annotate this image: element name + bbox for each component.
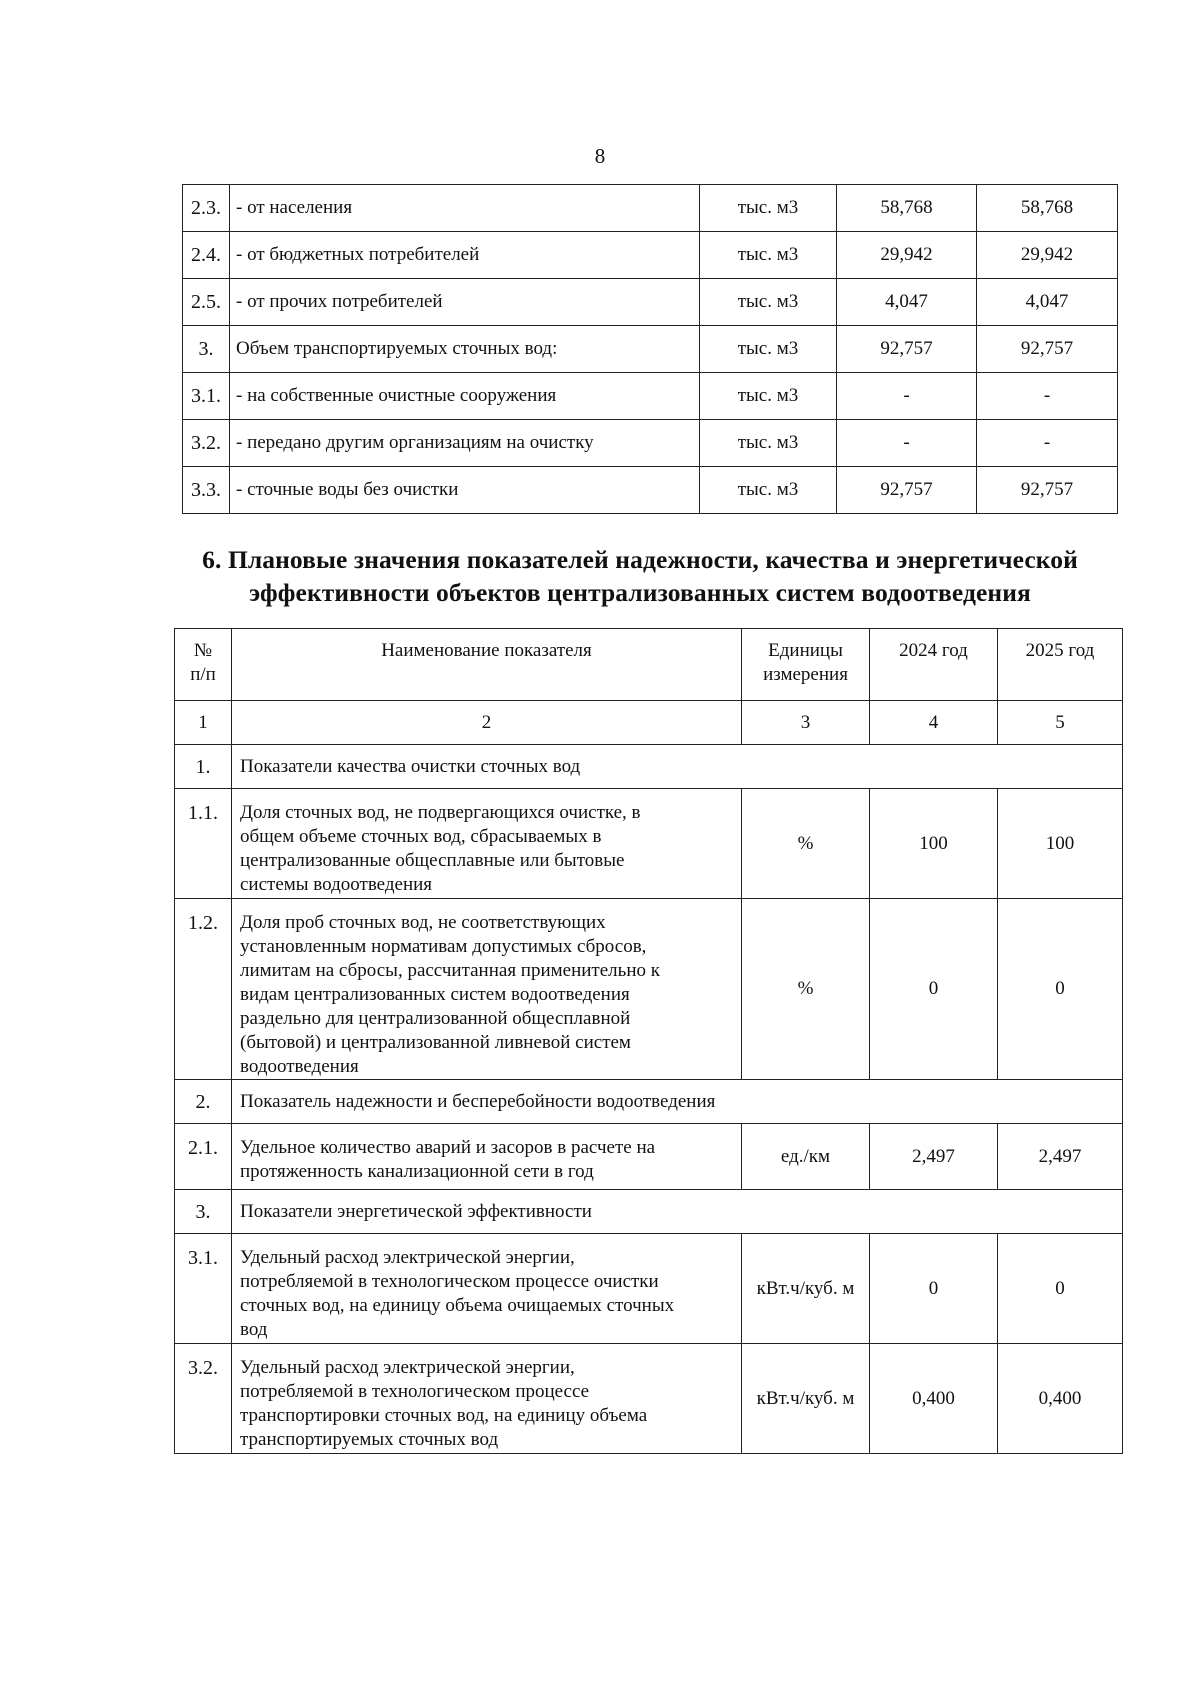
row-number: 2.1. (175, 1124, 232, 1190)
indicator-name-line: водоотведения (240, 1056, 359, 1077)
row-number: 3.1. (175, 1234, 232, 1344)
indicator-name-line: системы водоотведения (240, 874, 433, 895)
indicator-name-line: видам централизованных систем водоотведения (240, 984, 630, 1005)
value-2025: - (977, 420, 1118, 467)
value-2024: 100 (870, 789, 998, 899)
value-2025: 100 (998, 789, 1123, 899)
column-number: 1 (175, 701, 232, 745)
section-title: Показатели энергетической эффективности (232, 1190, 1123, 1234)
header-name: Наименование показателя (232, 629, 742, 701)
section-heading-line2: эффективности объектов централизованных систем водоотведения (249, 578, 1031, 607)
value-2024: 29,942 (837, 232, 977, 279)
indicator-name-line: (бытовой) и централизованной ливневой систем (240, 1032, 631, 1053)
column-number: 2 (232, 701, 742, 745)
indicator-name-line: протяженность канализационной сети в год (240, 1161, 594, 1182)
table-row (183, 279, 1118, 326)
indicator-name (232, 1234, 742, 1344)
table-row (183, 373, 1118, 420)
indicator-name-line: Удельное количество аварий и засоров в расчете на (240, 1137, 656, 1158)
table-row (183, 232, 1118, 279)
row-number: 3. (183, 326, 230, 373)
indicators-table (174, 628, 1123, 1454)
indicator-name-line: Доля сточных вод, не подвергающихся очистке, в (240, 802, 641, 823)
section-row (175, 1190, 1123, 1234)
row-name: - от бюджетных потребителей (230, 232, 700, 279)
table-row (175, 1124, 1123, 1190)
indicator-name-line: лимитам на сбросы, рассчитанная применительно к (240, 960, 660, 981)
table-row (183, 467, 1118, 514)
row-number: 2.4. (183, 232, 230, 279)
value-2024: 92,757 (837, 467, 977, 514)
section-heading-line1: 6. Плановые значения показателей надежности, качества и энергетической (202, 545, 1078, 574)
value-2024: 2,497 (870, 1124, 998, 1190)
indicator-name (232, 789, 742, 899)
value-2025: 0,400 (998, 1344, 1123, 1454)
value-2025: 92,757 (977, 326, 1118, 373)
section-title: Показатели качества очистки сточных вод (232, 745, 1123, 789)
table-row (183, 420, 1118, 467)
row-unit: ед./км (742, 1124, 870, 1190)
table-row (183, 326, 1118, 373)
value-2025: 4,047 (977, 279, 1118, 326)
section-title: Показатель надежности и бесперебойности водоотведения (232, 1080, 1123, 1124)
value-2024: 4,047 (837, 279, 977, 326)
value-2024: 0 (870, 899, 998, 1080)
indicator-name-line: транспортируемых сточных вод (240, 1429, 499, 1450)
row-unit: % (742, 789, 870, 899)
row-unit: тыс. м3 (700, 185, 837, 232)
table-row (175, 789, 1123, 899)
value-2024: 58,768 (837, 185, 977, 232)
section-number: 3. (175, 1190, 232, 1234)
water-volume-table (182, 184, 1118, 514)
table-row (175, 1344, 1123, 1454)
header-2024: 2024 год (870, 629, 998, 701)
table-row (175, 1234, 1123, 1344)
indicator-name-line: раздельно для централизованной общесплавной (240, 1008, 631, 1029)
indicator-name-line: общем объеме сточных вод, сбрасываемых в (240, 826, 602, 847)
indicator-name-line: транспортировки сточных вод, на единицу объема (240, 1405, 648, 1426)
indicator-name-line: Удельный расход электрической энергии, (240, 1247, 575, 1268)
column-number-row (175, 701, 1123, 745)
column-number: 4 (870, 701, 998, 745)
section-number: 2. (175, 1080, 232, 1124)
value-2025: 0 (998, 899, 1123, 1080)
indicator-name-line: вод (240, 1319, 268, 1340)
row-name: - передано другим организациям на очистку (230, 420, 700, 467)
indicator-name (232, 1124, 742, 1190)
row-unit: кВт.ч/куб. м (742, 1234, 870, 1344)
indicator-name-line: сточных вод, на единицу объема очищаемых сточных (240, 1295, 675, 1316)
row-unit: кВт.ч/куб. м (742, 1344, 870, 1454)
row-unit: тыс. м3 (700, 326, 837, 373)
table-header-row (175, 629, 1123, 701)
indicator-name-line: Удельный расход электрической энергии, (240, 1357, 575, 1378)
value-2024: 92,757 (837, 326, 977, 373)
indicator-name-line: централизованные общесплавные или бытовые (240, 850, 625, 871)
row-number: 3.3. (183, 467, 230, 514)
header-unit-line2: измерения (763, 664, 848, 685)
value-2025: - (977, 373, 1118, 420)
value-2024: 0,400 (870, 1344, 998, 1454)
indicator-name-line: Доля проб сточных вод, не соответствующих (240, 912, 606, 933)
row-name: - на собственные очистные сооружения (230, 373, 700, 420)
header-num (175, 629, 232, 701)
row-name: Объем транспортируемых сточных вод: (230, 326, 700, 373)
value-2025: 92,757 (977, 467, 1118, 514)
header-unit (742, 629, 870, 701)
column-number: 5 (998, 701, 1123, 745)
value-2024: 0 (870, 1234, 998, 1344)
table-row (183, 185, 1118, 232)
indicator-name-line: установленным нормативам допустимых сбросов, (240, 936, 647, 957)
row-unit: тыс. м3 (700, 279, 837, 326)
header-2025: 2025 год (998, 629, 1123, 701)
column-number: 3 (742, 701, 870, 745)
row-unit: тыс. м3 (700, 373, 837, 420)
row-unit: тыс. м3 (700, 232, 837, 279)
row-number: 3.2. (175, 1344, 232, 1454)
row-name: - сточные воды без очистки (230, 467, 700, 514)
row-number: 3.2. (183, 420, 230, 467)
indicator-name (232, 899, 742, 1080)
section-row (175, 1080, 1123, 1124)
row-number: 1.1. (175, 789, 232, 899)
value-2024: - (837, 373, 977, 420)
row-number: 2.5. (183, 279, 230, 326)
header-num-line2: п/п (190, 664, 216, 685)
section-row (175, 745, 1123, 789)
section-heading (150, 543, 1130, 609)
row-number: 1.2. (175, 899, 232, 1080)
indicator-name-line: потребляемой в технологическом процессе очистки (240, 1271, 659, 1292)
section-number: 1. (175, 745, 232, 789)
row-unit: тыс. м3 (700, 467, 837, 514)
value-2025: 58,768 (977, 185, 1118, 232)
table-row (175, 899, 1123, 1080)
row-name: - от населения (230, 185, 700, 232)
value-2024: - (837, 420, 977, 467)
row-name: - от прочих потребителей (230, 279, 700, 326)
indicator-name (232, 1344, 742, 1454)
page-number: 8 (594, 144, 606, 168)
value-2025: 0 (998, 1234, 1123, 1344)
header-num-line1: № (193, 640, 213, 661)
indicator-name-line: потребляемой в технологическом процессе (240, 1381, 590, 1402)
value-2025: 29,942 (977, 232, 1118, 279)
header-unit-line1: Единицы (768, 640, 843, 661)
row-number: 2.3. (183, 185, 230, 232)
row-number: 3.1. (183, 373, 230, 420)
row-unit: тыс. м3 (700, 420, 837, 467)
row-unit: % (742, 899, 870, 1080)
value-2025: 2,497 (998, 1124, 1123, 1190)
